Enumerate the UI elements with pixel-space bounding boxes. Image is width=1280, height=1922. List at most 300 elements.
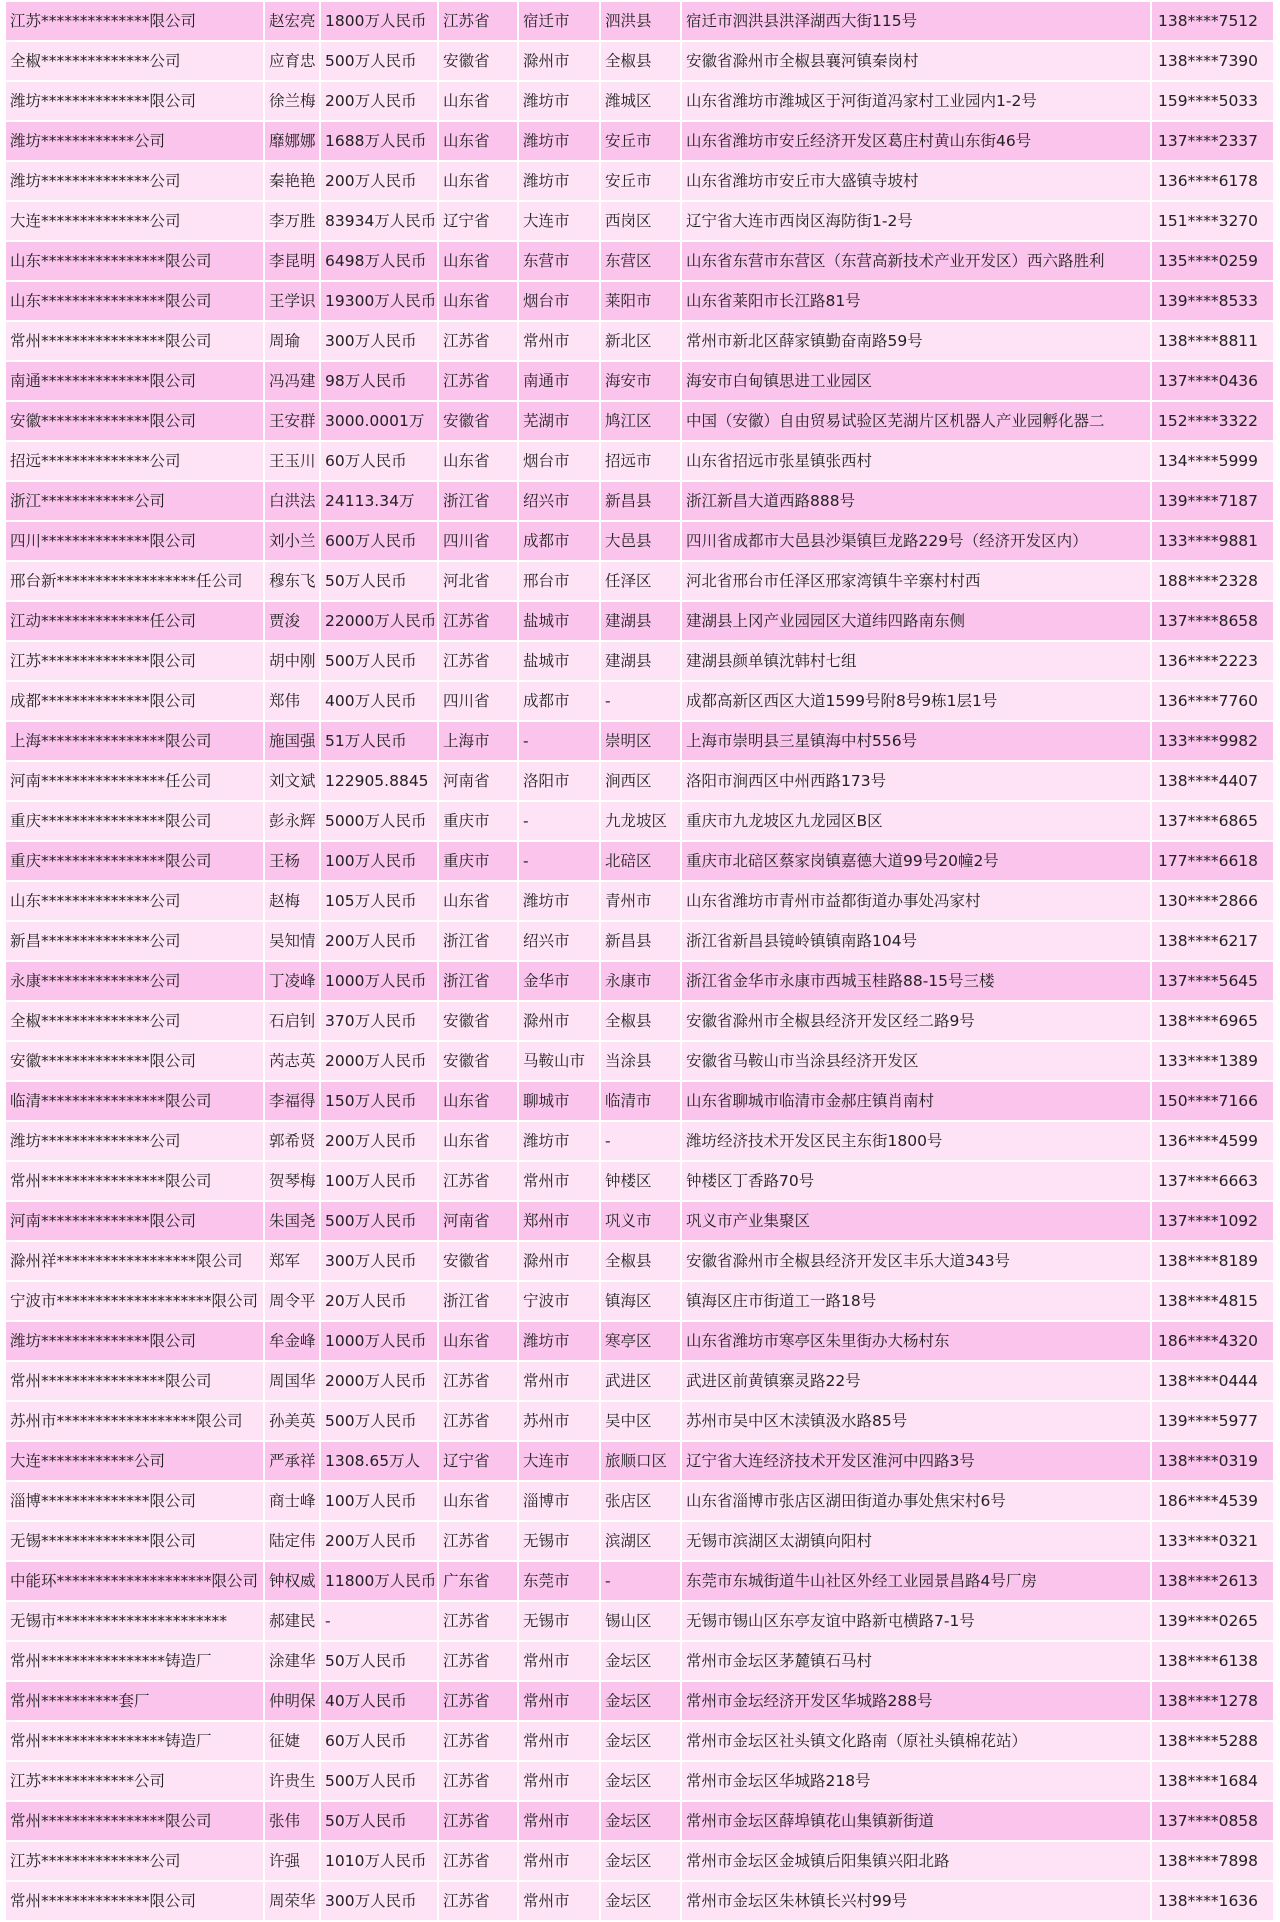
city-cell: 盐城市 bbox=[518, 641, 600, 681]
city-cell: 宿迁市 bbox=[518, 2, 600, 41]
address-cell: 建湖县上冈产业园园区大道纬四路南东侧 bbox=[681, 601, 1151, 641]
city-cell: 烟台市 bbox=[518, 441, 600, 481]
legal-person-cell: 钟权威 bbox=[264, 1561, 320, 1601]
phone-cell: 137****6663 bbox=[1151, 1161, 1274, 1201]
registered-capital-cell: 500万人民币 bbox=[320, 641, 438, 681]
company-name-cell: 无锡市********************** bbox=[6, 1601, 264, 1641]
city-cell: 常州市 bbox=[518, 1641, 600, 1681]
phone-cell: 138****0444 bbox=[1151, 1361, 1274, 1401]
district-cell: 金坛区 bbox=[600, 1801, 681, 1841]
phone-cell: 134****5999 bbox=[1151, 441, 1274, 481]
registered-capital-cell: 51万人民币 bbox=[320, 721, 438, 761]
city-cell: - bbox=[518, 801, 600, 841]
legal-person-cell: 郭希贤 bbox=[264, 1121, 320, 1161]
address-cell: 中国（安徽）自由贸易试验区芜湖片区机器人产业园孵化器二 bbox=[681, 401, 1151, 441]
province-cell: 山东省 bbox=[438, 1081, 518, 1121]
phone-cell: 136****6178 bbox=[1151, 161, 1274, 201]
address-cell: 山东省淄博市张店区湖田街道办事处焦宋村6号 bbox=[681, 1481, 1151, 1521]
company-name-cell: 常州****************限公司 bbox=[6, 1361, 264, 1401]
province-cell: 重庆市 bbox=[438, 841, 518, 881]
address-cell: 无锡市滨湖区太湖镇向阳村 bbox=[681, 1521, 1151, 1561]
district-cell: 崇明区 bbox=[600, 721, 681, 761]
city-cell: 聊城市 bbox=[518, 1081, 600, 1121]
province-cell: 浙江省 bbox=[438, 1281, 518, 1321]
company-name-cell: 江苏**************公司 bbox=[6, 1841, 264, 1881]
address-cell: 山东省潍坊市安丘经济开发区葛庄村黄山东街46号 bbox=[681, 121, 1151, 161]
table-row bbox=[6, 921, 1274, 961]
registered-capital-cell: 20万人民币 bbox=[320, 1281, 438, 1321]
province-cell: 安徽省 bbox=[438, 1001, 518, 1041]
city-cell: 成都市 bbox=[518, 521, 600, 561]
table-row bbox=[6, 1241, 1274, 1281]
address-cell: 镇海区庄市街道工一路18号 bbox=[681, 1281, 1151, 1321]
company-name-cell: 临清****************限公司 bbox=[6, 1081, 264, 1121]
phone-cell: 137****1092 bbox=[1151, 1201, 1274, 1241]
phone-cell: 137****0858 bbox=[1151, 1801, 1274, 1841]
province-cell: 山东省 bbox=[438, 1481, 518, 1521]
legal-person-cell: 徐兰梅 bbox=[264, 81, 320, 121]
registered-capital-cell: 122905.8845 bbox=[320, 761, 438, 801]
table-row bbox=[6, 1601, 1274, 1641]
address-cell: 常州市新北区薛家镇勤奋南路59号 bbox=[681, 321, 1151, 361]
address-cell: 重庆市九龙坡区九龙园区B区 bbox=[681, 801, 1151, 841]
company-name-cell: 邢台新******************任公司 bbox=[6, 561, 264, 601]
legal-person-cell: 孙美英 bbox=[264, 1401, 320, 1441]
district-cell: 莱阳市 bbox=[600, 281, 681, 321]
legal-person-cell: 许贵生 bbox=[264, 1761, 320, 1801]
company-name-cell: 南通**************限公司 bbox=[6, 361, 264, 401]
table-row bbox=[6, 1481, 1274, 1521]
city-cell: 大连市 bbox=[518, 1441, 600, 1481]
district-cell: 招远市 bbox=[600, 441, 681, 481]
district-cell: 武进区 bbox=[600, 1361, 681, 1401]
legal-person-cell: 周瑜 bbox=[264, 321, 320, 361]
table-row bbox=[6, 1881, 1274, 1921]
registered-capital-cell: 1308.65万人 bbox=[320, 1441, 438, 1481]
legal-person-cell: 商士峰 bbox=[264, 1481, 320, 1521]
legal-person-cell: 周荣华 bbox=[264, 1881, 320, 1921]
district-cell: 安丘市 bbox=[600, 161, 681, 201]
registered-capital-cell: 98万人民币 bbox=[320, 361, 438, 401]
phone-cell: 138****8189 bbox=[1151, 1241, 1274, 1281]
city-cell: 常州市 bbox=[518, 1761, 600, 1801]
city-cell: 常州市 bbox=[518, 1681, 600, 1721]
phone-cell: 133****9982 bbox=[1151, 721, 1274, 761]
company-name-cell: 常州**********套厂 bbox=[6, 1681, 264, 1721]
registered-capital-cell: 40万人民币 bbox=[320, 1681, 438, 1721]
phone-cell: 139****8533 bbox=[1151, 281, 1274, 321]
registered-capital-cell: 1000万人民币 bbox=[320, 1321, 438, 1361]
province-cell: 四川省 bbox=[438, 521, 518, 561]
province-cell: 重庆市 bbox=[438, 801, 518, 841]
table-row bbox=[6, 241, 1274, 281]
province-cell: 安徽省 bbox=[438, 41, 518, 81]
city-cell: 东营市 bbox=[518, 241, 600, 281]
company-name-cell: 常州****************限公司 bbox=[6, 1161, 264, 1201]
company-name-cell: 成都**************限公司 bbox=[6, 681, 264, 721]
address-cell: 常州市金坛区金城镇后阳集镇兴阳北路 bbox=[681, 1841, 1151, 1881]
registered-capital-cell: 1688万人民币 bbox=[320, 121, 438, 161]
phone-cell: 138****1636 bbox=[1151, 1881, 1274, 1921]
legal-person-cell: 丁凌峰 bbox=[264, 961, 320, 1001]
city-cell: 大连市 bbox=[518, 201, 600, 241]
province-cell: 江苏省 bbox=[438, 1761, 518, 1801]
address-cell: 宿迁市泗洪县洪泽湖西大街115号 bbox=[681, 2, 1151, 41]
address-cell: 浙江省金华市永康市西城玉桂路88-15号三楼 bbox=[681, 961, 1151, 1001]
phone-cell: 138****6217 bbox=[1151, 921, 1274, 961]
district-cell: 张店区 bbox=[600, 1481, 681, 1521]
district-cell: 东营区 bbox=[600, 241, 681, 281]
phone-cell: 137****0436 bbox=[1151, 361, 1274, 401]
legal-person-cell: 李福得 bbox=[264, 1081, 320, 1121]
address-cell: 东莞市东城街道牛山社区外经工业园景昌路4号厂房 bbox=[681, 1561, 1151, 1601]
city-cell: 芜湖市 bbox=[518, 401, 600, 441]
district-cell: 金坛区 bbox=[600, 1721, 681, 1761]
district-cell: 青州市 bbox=[600, 881, 681, 921]
phone-cell: 138****7512 bbox=[1151, 2, 1274, 41]
table-row bbox=[6, 1361, 1274, 1401]
legal-person-cell: 郑伟 bbox=[264, 681, 320, 721]
registered-capital-cell: 6498万人民币 bbox=[320, 241, 438, 281]
city-cell: 绍兴市 bbox=[518, 481, 600, 521]
registered-capital-cell: 50万人民币 bbox=[320, 1641, 438, 1681]
registered-capital-cell: 50万人民币 bbox=[320, 1801, 438, 1841]
address-cell: 山东省招远市张星镇张西村 bbox=[681, 441, 1151, 481]
table-row bbox=[6, 1721, 1274, 1761]
district-cell: 建湖县 bbox=[600, 641, 681, 681]
legal-person-cell: 胡中刚 bbox=[264, 641, 320, 681]
address-cell: 山东省潍坊市青州市益都街道办事处冯家村 bbox=[681, 881, 1151, 921]
phone-cell: 138****1684 bbox=[1151, 1761, 1274, 1801]
phone-cell: 133****1389 bbox=[1151, 1041, 1274, 1081]
city-cell: 潍坊市 bbox=[518, 1321, 600, 1361]
company-name-cell: 山东****************限公司 bbox=[6, 281, 264, 321]
city-cell: - bbox=[518, 721, 600, 761]
legal-person-cell: 许强 bbox=[264, 1841, 320, 1881]
district-cell: 新北区 bbox=[600, 321, 681, 361]
phone-cell: 130****2866 bbox=[1151, 881, 1274, 921]
province-cell: 江苏省 bbox=[438, 1401, 518, 1441]
province-cell: 山东省 bbox=[438, 441, 518, 481]
district-cell: 安丘市 bbox=[600, 121, 681, 161]
province-cell: 江苏省 bbox=[438, 1721, 518, 1761]
city-cell: 东莞市 bbox=[518, 1561, 600, 1601]
registered-capital-cell: 1010万人民币 bbox=[320, 1841, 438, 1881]
district-cell: 西岗区 bbox=[600, 201, 681, 241]
district-cell: - bbox=[600, 1121, 681, 1161]
legal-person-cell: 靡娜娜 bbox=[264, 121, 320, 161]
district-cell: 巩义市 bbox=[600, 1201, 681, 1241]
company-name-cell: 常州****************铸造厂 bbox=[6, 1641, 264, 1681]
phone-cell: 138****7390 bbox=[1151, 41, 1274, 81]
address-cell: 山东省潍坊市安丘市大盛镇寺坡村 bbox=[681, 161, 1151, 201]
address-cell: 安徽省滁州市全椒县经济开发区经二路9号 bbox=[681, 1001, 1151, 1041]
city-cell: 滁州市 bbox=[518, 41, 600, 81]
district-cell: 金坛区 bbox=[600, 1881, 681, 1921]
table-row bbox=[6, 1761, 1274, 1801]
district-cell: 九龙坡区 bbox=[600, 801, 681, 841]
registered-capital-cell: 200万人民币 bbox=[320, 921, 438, 961]
legal-person-cell: 赵梅 bbox=[264, 881, 320, 921]
legal-person-cell: 李万胜 bbox=[264, 201, 320, 241]
registered-capital-cell: 600万人民币 bbox=[320, 521, 438, 561]
address-cell: 山东省潍坊市潍城区于河街道冯家村工业园内1-2号 bbox=[681, 81, 1151, 121]
legal-person-cell: 牟金峰 bbox=[264, 1321, 320, 1361]
table-row bbox=[6, 201, 1274, 241]
registered-capital-cell: 100万人民币 bbox=[320, 1481, 438, 1521]
address-cell: 河北省邢台市任泽区邢家湾镇牛辛寨村村西 bbox=[681, 561, 1151, 601]
registered-capital-cell: 300万人民币 bbox=[320, 321, 438, 361]
phone-cell: 139****5977 bbox=[1151, 1401, 1274, 1441]
city-cell: 邢台市 bbox=[518, 561, 600, 601]
company-name-cell: 永康**************公司 bbox=[6, 961, 264, 1001]
legal-person-cell: 贺琴梅 bbox=[264, 1161, 320, 1201]
registered-capital-cell: 100万人民币 bbox=[320, 1161, 438, 1201]
table-row bbox=[6, 81, 1274, 121]
table-row bbox=[6, 1161, 1274, 1201]
company-name-cell: 无锡**************限公司 bbox=[6, 1521, 264, 1561]
table-row bbox=[6, 1441, 1274, 1481]
registered-capital-cell: 24113.34万 bbox=[320, 481, 438, 521]
address-cell: 安徽省滁州市全椒县襄河镇秦岗村 bbox=[681, 41, 1151, 81]
registered-capital-cell: 200万人民币 bbox=[320, 161, 438, 201]
city-cell: 金华市 bbox=[518, 961, 600, 1001]
legal-person-cell: 王玉川 bbox=[264, 441, 320, 481]
legal-person-cell: 石启钊 bbox=[264, 1001, 320, 1041]
phone-cell: 138****0319 bbox=[1151, 1441, 1274, 1481]
company-name-cell: 滁州祥******************限公司 bbox=[6, 1241, 264, 1281]
phone-cell: 135****0259 bbox=[1151, 241, 1274, 281]
phone-cell: 136****4599 bbox=[1151, 1121, 1274, 1161]
legal-person-cell: 施国强 bbox=[264, 721, 320, 761]
registered-capital-cell: 1800万人民币 bbox=[320, 2, 438, 41]
company-name-cell: 常州****************铸造厂 bbox=[6, 1721, 264, 1761]
district-cell: 吴中区 bbox=[600, 1401, 681, 1441]
province-cell: 山东省 bbox=[438, 1121, 518, 1161]
city-cell: 无锡市 bbox=[518, 1601, 600, 1641]
province-cell: 河北省 bbox=[438, 561, 518, 601]
province-cell: 山东省 bbox=[438, 81, 518, 121]
table-row bbox=[6, 961, 1274, 1001]
table-row bbox=[6, 401, 1274, 441]
city-cell: 成都市 bbox=[518, 681, 600, 721]
company-name-cell: 中能环********************限公司 bbox=[6, 1561, 264, 1601]
registered-capital-cell: 19300万人民币 bbox=[320, 281, 438, 321]
registered-capital-cell: 150万人民币 bbox=[320, 1081, 438, 1121]
registered-capital-cell: 100万人民币 bbox=[320, 841, 438, 881]
table-row bbox=[6, 1001, 1274, 1041]
district-cell: 永康市 bbox=[600, 961, 681, 1001]
district-cell: 全椒县 bbox=[600, 1241, 681, 1281]
address-cell: 四川省成都市大邑县沙渠镇巨龙路229号（经济开发区内） bbox=[681, 521, 1151, 561]
legal-person-cell: 朱国尧 bbox=[264, 1201, 320, 1241]
phone-cell: 136****7760 bbox=[1151, 681, 1274, 721]
city-cell: 南通市 bbox=[518, 361, 600, 401]
address-cell: 常州市金坛区华城路218号 bbox=[681, 1761, 1151, 1801]
registered-capital-cell: 370万人民币 bbox=[320, 1001, 438, 1041]
company-name-cell: 大连**************公司 bbox=[6, 201, 264, 241]
registered-capital-cell: 22000万人民币 bbox=[320, 601, 438, 641]
address-cell: 常州市金坛经济开发区华城路288号 bbox=[681, 1681, 1151, 1721]
district-cell: 北碚区 bbox=[600, 841, 681, 881]
table-row bbox=[6, 1521, 1274, 1561]
province-cell: 山东省 bbox=[438, 161, 518, 201]
province-cell: 辽宁省 bbox=[438, 1441, 518, 1481]
district-cell: 锡山区 bbox=[600, 1601, 681, 1641]
address-cell: 建湖县颜单镇沈韩村七组 bbox=[681, 641, 1151, 681]
district-cell: 泗洪县 bbox=[600, 2, 681, 41]
phone-cell: 137****5645 bbox=[1151, 961, 1274, 1001]
district-cell: 潍城区 bbox=[600, 81, 681, 121]
company-name-cell: 新昌**************公司 bbox=[6, 921, 264, 961]
table-row bbox=[6, 881, 1274, 921]
table-row bbox=[6, 1321, 1274, 1361]
table-row bbox=[6, 41, 1274, 81]
table-row bbox=[6, 1081, 1274, 1121]
address-cell: 山东省莱阳市长江路81号 bbox=[681, 281, 1151, 321]
legal-person-cell: 秦艳艳 bbox=[264, 161, 320, 201]
phone-cell: 137****2337 bbox=[1151, 121, 1274, 161]
registered-capital-cell: 5000万人民币 bbox=[320, 801, 438, 841]
address-cell: 常州市金坛区朱林镇长兴村99号 bbox=[681, 1881, 1151, 1921]
province-cell: 江苏省 bbox=[438, 641, 518, 681]
phone-cell: 151****3270 bbox=[1151, 201, 1274, 241]
province-cell: 江苏省 bbox=[438, 1601, 518, 1641]
province-cell: 辽宁省 bbox=[438, 201, 518, 241]
table-row bbox=[6, 1121, 1274, 1161]
district-cell: 金坛区 bbox=[600, 1681, 681, 1721]
city-cell: 常州市 bbox=[518, 1841, 600, 1881]
address-cell: 无锡市锡山区东亭友谊中路新屯横路7-1号 bbox=[681, 1601, 1151, 1641]
address-cell: 重庆市北碚区蔡家岗镇嘉德大道99号20幢2号 bbox=[681, 841, 1151, 881]
legal-person-cell: 彭永辉 bbox=[264, 801, 320, 841]
city-cell: 马鞍山市 bbox=[518, 1041, 600, 1081]
province-cell: 江苏省 bbox=[438, 1641, 518, 1681]
phone-cell: 137****6865 bbox=[1151, 801, 1274, 841]
address-cell: 常州市金坛区社头镇文化路南（原社头镇棉花站） bbox=[681, 1721, 1151, 1761]
address-cell: 苏州市吴中区木渎镇汲水路85号 bbox=[681, 1401, 1151, 1441]
legal-person-cell: 仲明保 bbox=[264, 1681, 320, 1721]
city-cell: 绍兴市 bbox=[518, 921, 600, 961]
province-cell: 江苏省 bbox=[438, 1161, 518, 1201]
province-cell: 河南省 bbox=[438, 761, 518, 801]
table-row bbox=[6, 1681, 1274, 1721]
table-row bbox=[6, 2, 1274, 41]
company-table bbox=[6, 2, 1275, 1922]
company-name-cell: 重庆****************限公司 bbox=[6, 801, 264, 841]
city-cell: 常州市 bbox=[518, 321, 600, 361]
phone-cell: 136****2223 bbox=[1151, 641, 1274, 681]
province-cell: 浙江省 bbox=[438, 921, 518, 961]
registered-capital-cell: 11800万人民币 bbox=[320, 1561, 438, 1601]
company-name-cell: 上海****************限公司 bbox=[6, 721, 264, 761]
address-cell: 辽宁省大连经济技术开发区淮河中四路3号 bbox=[681, 1441, 1151, 1481]
phone-cell: 186****4320 bbox=[1151, 1321, 1274, 1361]
company-name-cell: 江苏************公司 bbox=[6, 1761, 264, 1801]
district-cell: 临清市 bbox=[600, 1081, 681, 1121]
registered-capital-cell: - bbox=[320, 1601, 438, 1641]
city-cell: 常州市 bbox=[518, 1801, 600, 1841]
city-cell: 常州市 bbox=[518, 1881, 600, 1921]
company-name-cell: 潍坊**************公司 bbox=[6, 1121, 264, 1161]
table-row bbox=[6, 1281, 1274, 1321]
city-cell: 洛阳市 bbox=[518, 761, 600, 801]
registered-capital-cell: 60万人民币 bbox=[320, 441, 438, 481]
address-cell: 安徽省马鞍山市当涂县经济开发区 bbox=[681, 1041, 1151, 1081]
address-cell: 上海市崇明县三星镇海中村556号 bbox=[681, 721, 1151, 761]
district-cell: 滨湖区 bbox=[600, 1521, 681, 1561]
registered-capital-cell: 500万人民币 bbox=[320, 41, 438, 81]
city-cell: 盐城市 bbox=[518, 601, 600, 641]
address-cell: 潍坊经济技术开发区民主东街1800号 bbox=[681, 1121, 1151, 1161]
district-cell: 钟楼区 bbox=[600, 1161, 681, 1201]
company-name-cell: 全椒**************公司 bbox=[6, 1001, 264, 1041]
phone-cell: 186****4539 bbox=[1151, 1481, 1274, 1521]
address-cell: 洛阳市涧西区中州西路173号 bbox=[681, 761, 1151, 801]
city-cell: 潍坊市 bbox=[518, 1121, 600, 1161]
table-row bbox=[6, 761, 1274, 801]
address-cell: 辽宁省大连市西岗区海防街1-2号 bbox=[681, 201, 1151, 241]
phone-cell: 138****6138 bbox=[1151, 1641, 1274, 1681]
city-cell: 滁州市 bbox=[518, 1001, 600, 1041]
company-name-cell: 河南****************任公司 bbox=[6, 761, 264, 801]
address-cell: 海安市白甸镇思进工业园区 bbox=[681, 361, 1151, 401]
table-row bbox=[6, 1201, 1274, 1241]
province-cell: 山东省 bbox=[438, 121, 518, 161]
table-row bbox=[6, 161, 1274, 201]
province-cell: 山东省 bbox=[438, 881, 518, 921]
registered-capital-cell: 50万人民币 bbox=[320, 561, 438, 601]
district-cell: 全椒县 bbox=[600, 41, 681, 81]
phone-cell: 138****6965 bbox=[1151, 1001, 1274, 1041]
table-row bbox=[6, 1841, 1274, 1881]
city-cell: 烟台市 bbox=[518, 281, 600, 321]
legal-person-cell: 陆定伟 bbox=[264, 1521, 320, 1561]
phone-cell: 177****6618 bbox=[1151, 841, 1274, 881]
province-cell: 江苏省 bbox=[438, 1841, 518, 1881]
company-name-cell: 潍坊**************限公司 bbox=[6, 81, 264, 121]
legal-person-cell: 冯冯建 bbox=[264, 361, 320, 401]
address-cell: 山东省聊城市临清市金郝庄镇肖南村 bbox=[681, 1081, 1151, 1121]
city-cell: - bbox=[518, 841, 600, 881]
legal-person-cell: 严承祥 bbox=[264, 1441, 320, 1481]
registered-capital-cell: 2000万人民币 bbox=[320, 1361, 438, 1401]
province-cell: 江苏省 bbox=[438, 1881, 518, 1921]
table-row bbox=[6, 561, 1274, 601]
district-cell: 金坛区 bbox=[600, 1761, 681, 1801]
district-cell: - bbox=[600, 1561, 681, 1601]
legal-person-cell: 张伟 bbox=[264, 1801, 320, 1841]
province-cell: 江苏省 bbox=[438, 1681, 518, 1721]
table-row bbox=[6, 441, 1274, 481]
phone-cell: 133****9881 bbox=[1151, 521, 1274, 561]
city-cell: 潍坊市 bbox=[518, 81, 600, 121]
legal-person-cell: 芮志英 bbox=[264, 1041, 320, 1081]
phone-cell: 150****7166 bbox=[1151, 1081, 1274, 1121]
phone-cell: 138****1278 bbox=[1151, 1681, 1274, 1721]
registered-capital-cell: 3000.0001万 bbox=[320, 401, 438, 441]
company-name-cell: 常州**************限公司 bbox=[6, 1881, 264, 1921]
province-cell: 江苏省 bbox=[438, 361, 518, 401]
registered-capital-cell: 400万人民币 bbox=[320, 681, 438, 721]
company-name-cell: 浙江************公司 bbox=[6, 481, 264, 521]
table-row bbox=[6, 801, 1274, 841]
district-cell: 新昌县 bbox=[600, 921, 681, 961]
legal-person-cell: 郑军 bbox=[264, 1241, 320, 1281]
registered-capital-cell: 200万人民币 bbox=[320, 1121, 438, 1161]
phone-cell: 133****0321 bbox=[1151, 1521, 1274, 1561]
company-name-cell: 江苏**************限公司 bbox=[6, 2, 264, 41]
